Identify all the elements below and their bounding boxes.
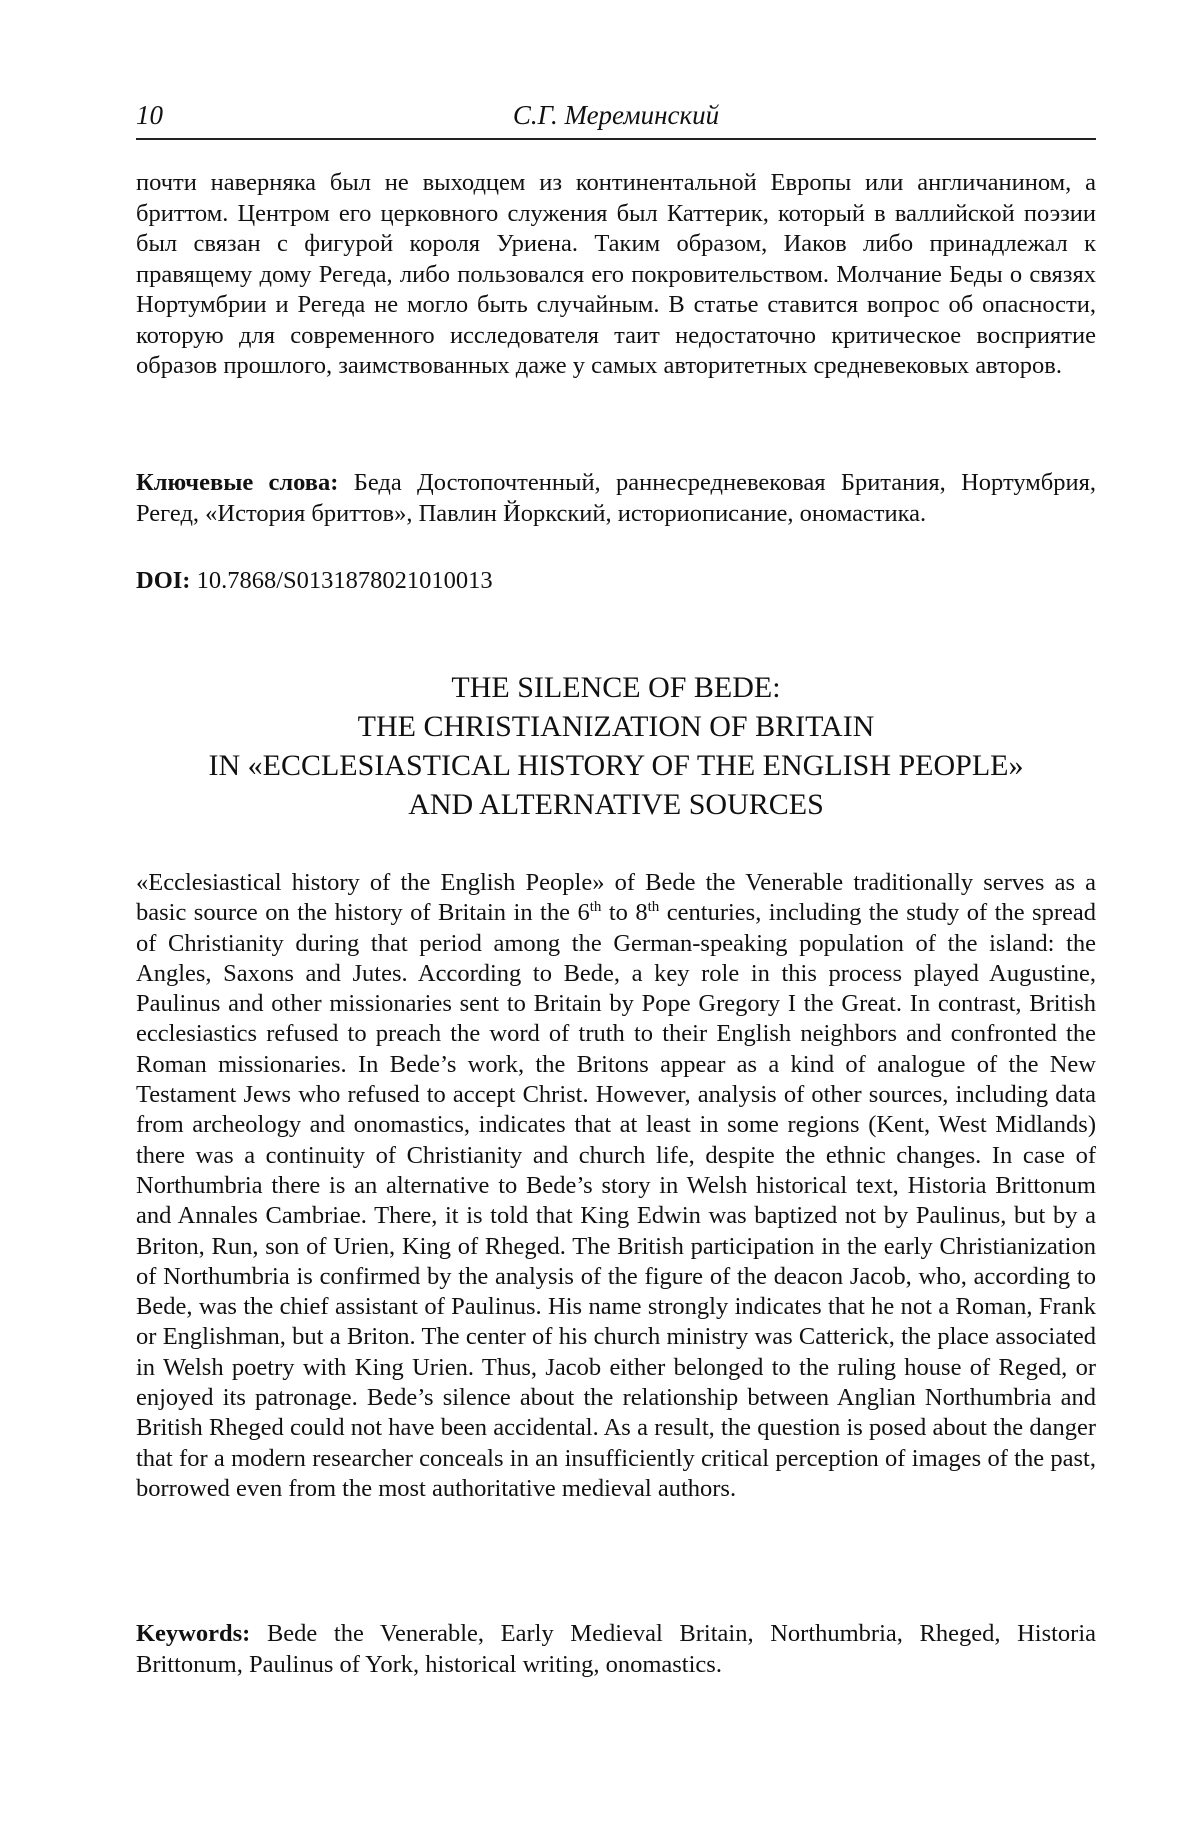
abstract-text: centuries, including the study of the spread of Christianity during that period among the German-speaking population of the island: the Angles, Saxons and Jutes. According to Bede, a key role in this process played Augustine, Paulinus and other missionaries sent to Britain by Pope Gregory I the Great. In contrast, British ecclesiastics refused to preach the word of truth to their English neighbors and confronted the Roman missionaries. In Bede’s work, the Britons appear as a kind of analogue of the New Testament Jews who refused to accept Christ. However, analysis of other sources, including data from archeology and onomastics, indicates that at least in some regions (Kent, West Midlands) there was a continuity of Christianity and church life, despite the ethnic changes. In case of Northumbria there is an alternative to Bede’s story in Welsh historical text, Historia Brittonum and Annales Cambriae. There, it is told that King Edwin was baptized not by Paulinus, but by a Briton, Run, son of Urien, King of Rheged. The British participation in the early Christianization of Northumbria is confirmed by the analysis of the figure of the deacon Jacob, who, according to Bede, was the chief assistant of Paulinus. His name strongly indicates that he not a Roman, Frank or Englishman, but a Briton. The center of his church ministry was Catterick, the place associated in Welsh poetry with King Urien. Thus, Jacob either belonged to the ruling house of Reged, or enjoyed its patronage. Bede’s silence about the relationship between Anglian Northumbria and British Rheged could not have been accidental. As a result, the question is posed about the danger that for a modern researcher conceals in an insufficiently critical perception of images of the past, borrowed even from the most authoritative medieval authors. [136, 899, 1096, 1502]
russian-keywords-label: Ключевые слова: [136, 469, 339, 496]
english-article-title [136, 668, 1096, 824]
doi-label: DOI: [136, 567, 191, 594]
russian-abstract-continuation: почти наверняка был не выходцем из континентальной Европы или англичанином, а бриттом. Центром его церковного служения был Каттерик, который в валлийской поэзии был связан с фигурой короля Уриена. Таким образом, Иаков либо принадлежал к правящему дому Регеда, либо пользовался его покровительством. Молчание Беды о связях Нортумбрии и Регеда не могло быть случайным. В статье ставится вопрос об опасности, которую для современного исследователя таит недостаточно критическое восприятие образов прошлого, заимствованных даже у самых авторитетных средневековых авторов. [136, 169, 1096, 379]
page-number: 10 [136, 100, 163, 130]
title-line: THE SILENCE OF BEDE: [451, 671, 781, 704]
title-line: AND ALTERNATIVE SOURCES [408, 788, 824, 821]
english-keywords [136, 1619, 1096, 1680]
english-keywords-text: Bede the Venerable, Early Medieval Britain, Northumbria, Rheged, Historia Brittonum, Paulinus of York, historical writing, onomastics. [136, 1620, 1097, 1678]
page-header [136, 98, 1096, 140]
title-line: THE CHRISTIANIZATION OF BRITAIN [357, 710, 875, 743]
doi-line [136, 566, 1096, 597]
running-head-author: С.Г. Мереминский [512, 100, 720, 130]
ordinal-suffix: th [589, 899, 602, 916]
russian-keywords [136, 468, 1096, 529]
english-abstract [136, 868, 1096, 1504]
title-line: IN «ECCLESIASTICAL HISTORY OF THE ENGLISH PEOPLE» [208, 749, 1024, 782]
abstract-text: «Ecclesiastical history of the English People» of Bede the Venerable traditionally serves as a basic source on the history of Britain in the 6 [136, 869, 1096, 927]
doi-value: 10.7868/S0131878021010013 [196, 567, 493, 594]
english-keywords-label: Keywords: [136, 1620, 251, 1647]
russian-keywords-text: Беда Достопочтенный, раннесредневековая Британия, Нортумбрия, Регед, «История бриттов», Павлин Йоркский, историописание, ономастика. [136, 469, 1097, 527]
abstract-text: to 8 [601, 899, 648, 927]
ordinal-suffix: th [647, 899, 660, 916]
